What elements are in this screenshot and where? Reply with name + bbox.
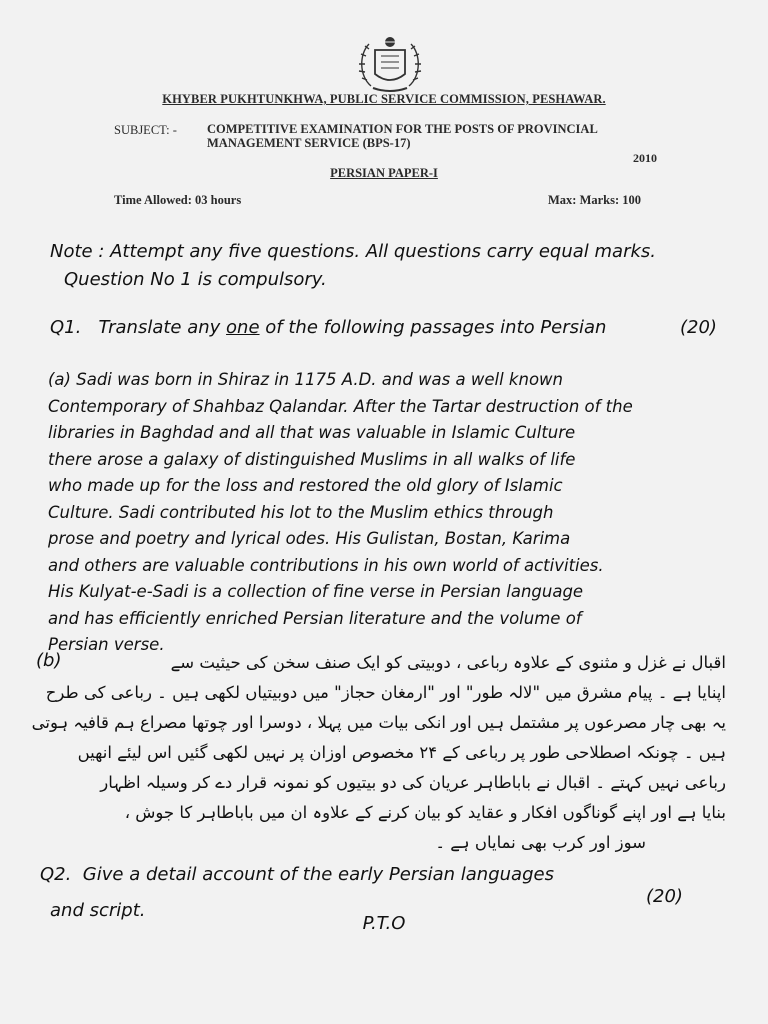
subject-text	[207, 122, 667, 150]
passage-a-line: libraries in Baghdad and all that was valuable in Islamic Culture	[48, 423, 576, 442]
passage-b	[31, 648, 726, 858]
note-line-1: Note : Attempt any five questions. All questions carry equal marks.	[50, 241, 656, 262]
time-allowed: Time Allowed: 03 hours	[114, 193, 242, 207]
question-1-text-before: Translate any	[98, 317, 221, 338]
passage-a-line: His Kulyat-e-Sadi is a collection of fine verse in Persian language	[48, 582, 584, 601]
passage-a-line: Persian verse.	[48, 635, 165, 654]
commission-emblem-icon	[351, 30, 429, 100]
passage-a-line: Contemporary of Shahbaz Qalandar. After the Tartar destruction of the	[48, 396, 633, 416]
question-2-line-2: and script.	[50, 900, 146, 921]
note-line-2: Question No 1 is compulsory.	[64, 269, 327, 290]
question-1-marks: (20)	[680, 317, 717, 338]
question-2-line-1	[40, 857, 554, 893]
passage-a-line: and has efficiently enriched Persian literature and the volume of	[48, 608, 582, 628]
passage-a-line: Culture. Sadi contributed his lot to the Muslim ethics through	[48, 502, 554, 522]
passage-b-line: اپنایا ہے ۔ پیام مشرق میں "لالہ طور" اور "ارمغان حجاز" میں دوبیتیاں لکھی ہیں ۔ رباعی کی طرح	[45, 683, 726, 702]
question-2-text: Give a detail account of the early Persian languages	[82, 864, 554, 885]
passage-b-line: یہ بھی چار مصرعوں پر مشتمل ہیں اور انکی بیات میں پہلا ، دوسرا اور چوتھا مصراع ہم قافیہ ہوتی	[31, 713, 726, 732]
passage-b-line: رباعی نہیں کہتے ۔ اقبال نے باباطاہر عریان کی دو بیتیوں کو نمونہ قرار دے کر وسیلہ اظہار	[100, 773, 726, 792]
subject-line-2: MANAGEMENT SERVICE (BPS-17)	[207, 136, 411, 150]
question-2-marks: (20)	[646, 886, 683, 907]
subject-line-1: COMPETITIVE EXAMINATION FOR THE POSTS OF PROVINCIAL	[207, 122, 598, 136]
passage-b-line: ہیں ۔ چونکہ اصطلاحی طور پر رباعی کے ۲۴ مخصوص اوزان پر نہیں لکھی گئیں اس لیئے انھیں	[77, 743, 726, 762]
passage-a	[48, 367, 633, 659]
passage-a-line: and others are valuable contributions in his own world of activities.	[48, 555, 604, 575]
passage-b-line: سوز اور کرب بھی نمایاں ہے ۔	[435, 833, 646, 852]
max-marks: Max: Marks: 100	[548, 193, 642, 207]
passage-b-line: اقبال نے غزل و مثنوی کے علاوہ رباعی ، دوبیتی کو ایک صنف سخن کی حیثیت سے	[170, 653, 726, 672]
passage-a-line: there arose a galaxy of distinguished Muslims in all walks of life	[48, 449, 576, 469]
passage-a-line: prose and poetry and lyrical odes. His Gulistan, Bostan, Karima	[48, 529, 571, 548]
question-1-text-after: of the following passages into Persian	[265, 317, 607, 338]
passage-b-label: (b)	[36, 650, 62, 671]
instructions-note	[50, 238, 656, 294]
question-1-emphasis: one	[226, 317, 260, 338]
question-2-label: Q2.	[40, 864, 72, 885]
exam-year: 2010	[633, 151, 657, 165]
question-1-heading	[50, 317, 606, 338]
paper-title: PERSIAN PAPER-I	[330, 166, 438, 180]
page-turn-over: P.T.O	[362, 913, 406, 934]
passage-a-line: (a) Sadi was born in Shiraz in 1175 A.D. and was a well known	[48, 370, 563, 389]
passage-a-line: who made up for the loss and restored the old glory of Islamic	[48, 476, 563, 495]
question-1-label: Q1.	[50, 317, 82, 338]
subject-label: SUBJECT: -	[114, 123, 177, 137]
commission-title: KHYBER PUKHTUNKHWA, PUBLIC SERVICE COMMISSION, PESHAWAR.	[162, 92, 606, 106]
passage-b-line: بنایا ہے اور اپنے گوناگوں افکار و عقاید کو بیان کرنے کے علاوہ ان میں باباطاہر کا جوش ،	[124, 803, 726, 822]
